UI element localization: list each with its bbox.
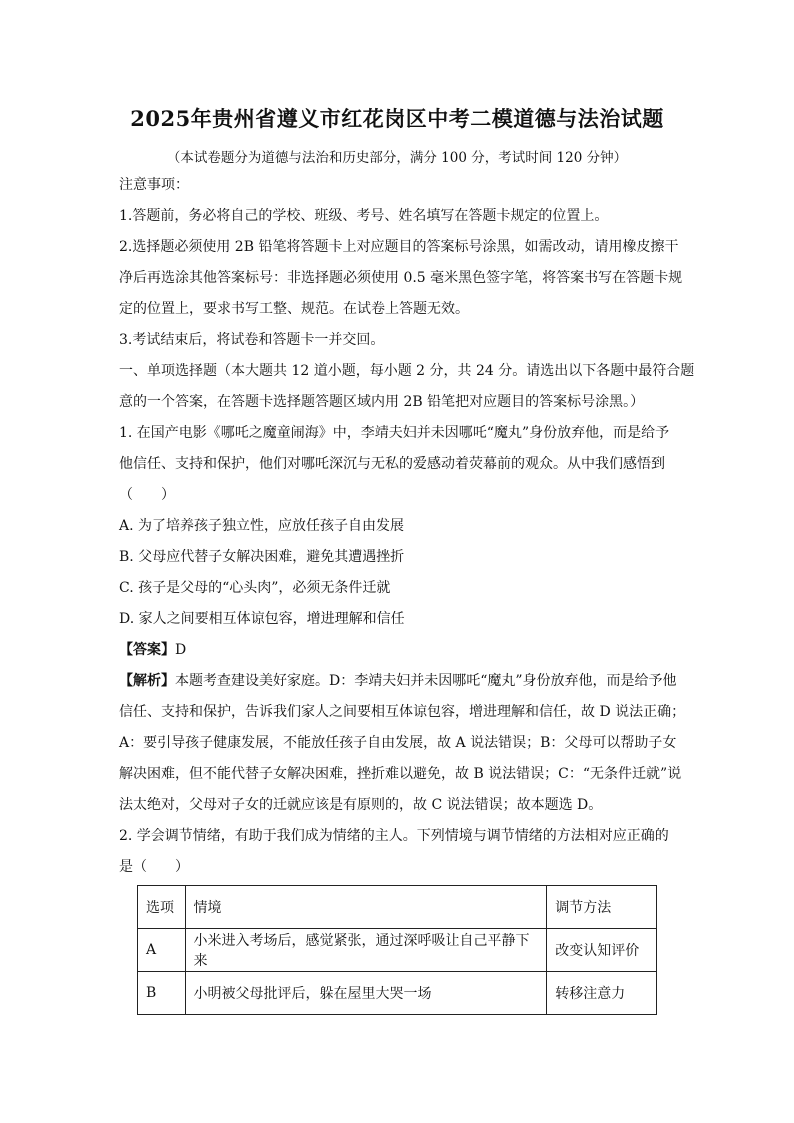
q1-option-d: D. 家人之间要相互体谅包容，增进理解和信任: [119, 611, 405, 627]
q1-analysis-line-2: 信任、支持和保护，告诉我们家人之间要相互体谅包容，增进理解和信任，故 D 说法正确；: [119, 704, 686, 720]
table-cell: 转移注意力: [547, 972, 657, 1015]
table-header-cell: 调节方法: [547, 886, 657, 929]
q1-option-c: C. 孩子是父母的“心头肉”，必须无条件迁就: [119, 580, 391, 596]
q1-answer: [119, 635, 679, 666]
q2-stem-line-1: 2. 学会调节情绪，有助于我们成为情绪的主人。下列情境与调节情绪的方法相对应正确的: [119, 828, 669, 844]
q1-analysis-line-3: A：要引导孩子健康发展，不能放任孩子自由发展，故 A 说法错误；B：父母可以帮助子女: [119, 735, 677, 751]
document-subtitle: （本试卷题分为道德与法治和历史部分，满分 100 分，考试时间 120 分钟）: [166, 150, 628, 166]
notes-item-2-line-2: 净后再选涂其他答案标号：非选择题必须使用 0.5 毫米黑色签字笔，将答案书写在答题卡规: [119, 270, 683, 286]
table-header-cell: 情境: [185, 886, 547, 929]
q1-analysis-line-1: [119, 666, 679, 697]
table-cell: 小明被父母批评后，躲在屋里大哭一场: [185, 972, 547, 1015]
answer-label: 【答案】: [119, 642, 175, 658]
table-cell: 小米进入考场后，感觉紧张，通过深呼吸让自己平静下来: [185, 929, 547, 972]
q1-option-b: B. 父母应代替子女解决困难，避免其遭遇挫折: [119, 549, 405, 565]
q2-options-table: [137, 885, 657, 1015]
table-header-row: [138, 886, 657, 929]
table-row: [138, 972, 657, 1015]
q2-stem-line-2: 是（ ）: [119, 859, 189, 875]
notes-item-2-line-1: 2.选择题必须使用 2B 铅笔将答题卡上对应题目的答案标号涂黑，如需改动，请用橡皮擦干: [119, 239, 679, 255]
analysis-label: 【解析】: [119, 673, 175, 689]
analysis-text: 本题考查建设美好家庭。D：李靖夫妇并未因哪吒“魔丸”身份放弃他，而是给予他: [175, 673, 677, 689]
q1-stem-line-2: 他信任、支持和保护，他们对哪吒深沉与无私的爱感动着荧幕前的观众。从中我们感悟到: [119, 456, 665, 472]
q1-analysis-line-5: 法太绝对，父母对子女的迁就应该是有原则的，故 C 说法错误；故本题选 D。: [119, 797, 603, 813]
table-cell: B: [138, 972, 186, 1015]
notes-item-3: 3.考试结束后，将试卷和答题卡一并交回。: [119, 332, 385, 348]
table-cell: A: [138, 929, 186, 972]
table-row: [138, 929, 657, 972]
q1-stem-line-3: （ ）: [119, 487, 175, 503]
section1-line-2: 意的一个答案，在答题卡选择题答题区域内用 2B 铅笔把对应题目的答案标号涂黑。）: [119, 394, 645, 410]
table-cell: 改变认知评价: [547, 929, 657, 972]
document-title: 2025年贵州省遵义市红花岗区中考二模道德与法治试题: [130, 106, 664, 131]
notes-item-2-line-3: 定的位置上，要求书写工整、规范。在试卷上答题无效。: [119, 301, 469, 317]
q1-stem-line-1: 1. 在国产电影《哪吒之魔童闹海》中，李靖夫妇并未因哪吒“魔丸”身份放弃他，而是给予: [119, 425, 670, 441]
notes-item-1: 1.答题前，务必将自己的学校、班级、考号、姓名填写在答题卡规定的位置上。: [119, 208, 609, 224]
q1-option-a: A. 为了培养孩子独立性，应放任孩子自由发展: [119, 518, 405, 534]
section1-line-1: 一、单项选择题（本大题共 12 道小题，每小题 2 分，共 24 分。请选出以下各题中最符合题: [119, 363, 695, 379]
notes-heading: 注意事项：: [119, 177, 189, 193]
exam-body: [119, 170, 695, 883]
answer-value: D: [175, 642, 187, 658]
table-header-cell: 选项: [138, 886, 186, 929]
q1-analysis-line-4: 解决困难，但不能代替子女解决困难，挫折难以避免，故 B 说法错误；C：“无条件迁就”说: [119, 766, 682, 782]
